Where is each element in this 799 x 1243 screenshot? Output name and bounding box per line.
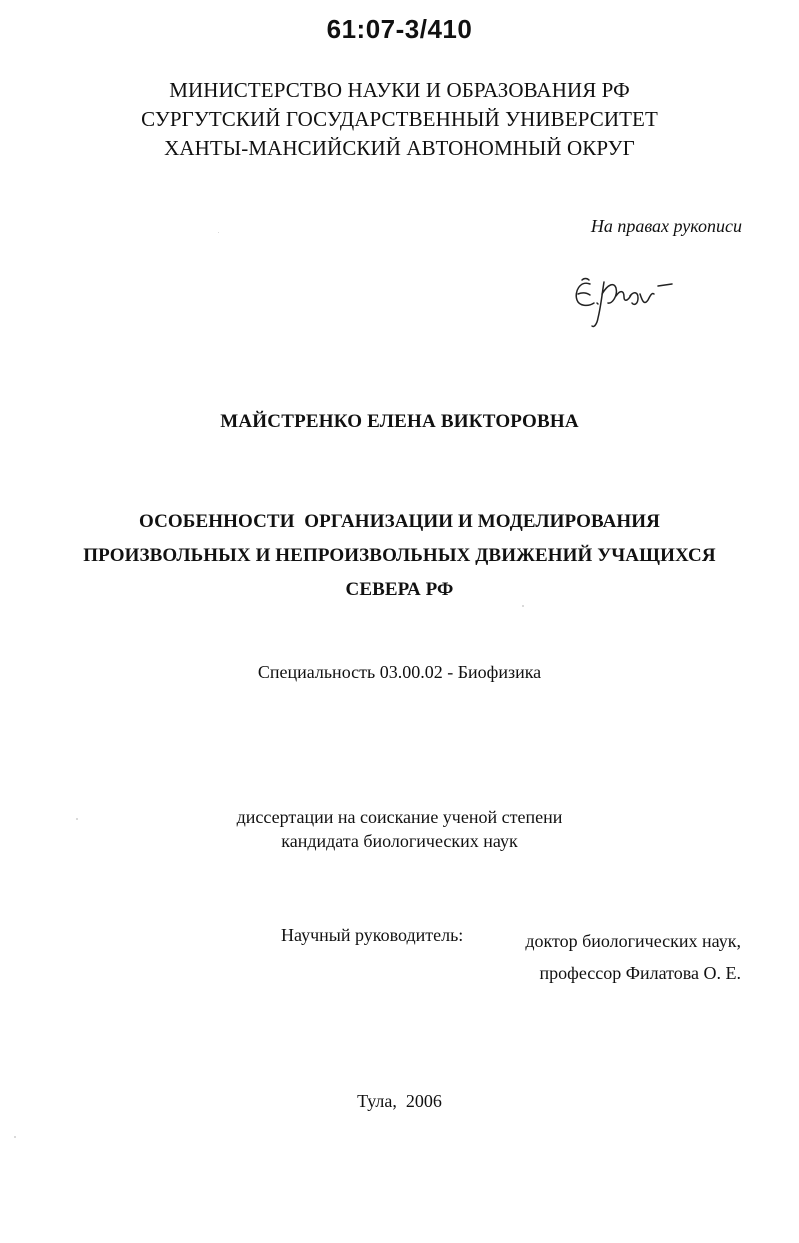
title-line-3: СЕВЕРА РФ	[345, 579, 454, 600]
scan-speck	[522, 605, 524, 607]
catalog-number: 61:07-3/410	[326, 14, 473, 44]
dissertation-title	[0, 505, 799, 607]
place-and-year: Тула, 2006	[357, 1091, 442, 1111]
degree-line-1: диссертации на соискание ученой степени	[236, 807, 563, 827]
organization-line-region: ХАНТЫ-МАНСИЙСКИЙ АВТОНОМНЫЙ ОКРУГ	[164, 136, 635, 160]
supervisor-details	[525, 925, 741, 989]
author-name: МАЙСТРЕНКО ЕЛЕНА ВИКТОРОВНА	[220, 411, 579, 432]
specialty: Специальность 03.00.02 - Биофизика	[257, 662, 542, 682]
degree-statement	[0, 805, 799, 853]
degree-line-2: кандидата биологических наук	[281, 831, 518, 851]
scan-speck	[14, 1136, 16, 1138]
supervisor-name: профессор Филатова О. Е.	[539, 963, 741, 983]
title-line-2: ПРОИЗВОЛЬНЫХ И НЕПРОИЗВОЛЬНЫХ ДВИЖЕНИЙ УЧАЩИХСЯ	[83, 545, 716, 566]
scan-speck	[218, 232, 219, 233]
scan-speck	[76, 818, 78, 820]
handwritten-signature	[568, 270, 678, 332]
organization-header	[0, 76, 799, 163]
supervisor-label: Научный руководитель:	[281, 925, 464, 945]
title-line-1: ОСОБЕННОСТИ ОРГАНИЗАЦИИ И МОДЕЛИРОВАНИЯ	[139, 511, 660, 532]
organization-line-university: СУРГУТСКИЙ ГОСУДАРСТВЕННЫЙ УНИВЕРСИТЕТ	[141, 107, 658, 131]
manuscript-note: На правах рукописи	[590, 216, 742, 236]
supervisor-degree: доктор биологических наук,	[525, 931, 741, 951]
organization-line-ministry: МИНИСТЕРСТВО НАУКИ И ОБРАЗОВАНИЯ РФ	[169, 78, 630, 102]
